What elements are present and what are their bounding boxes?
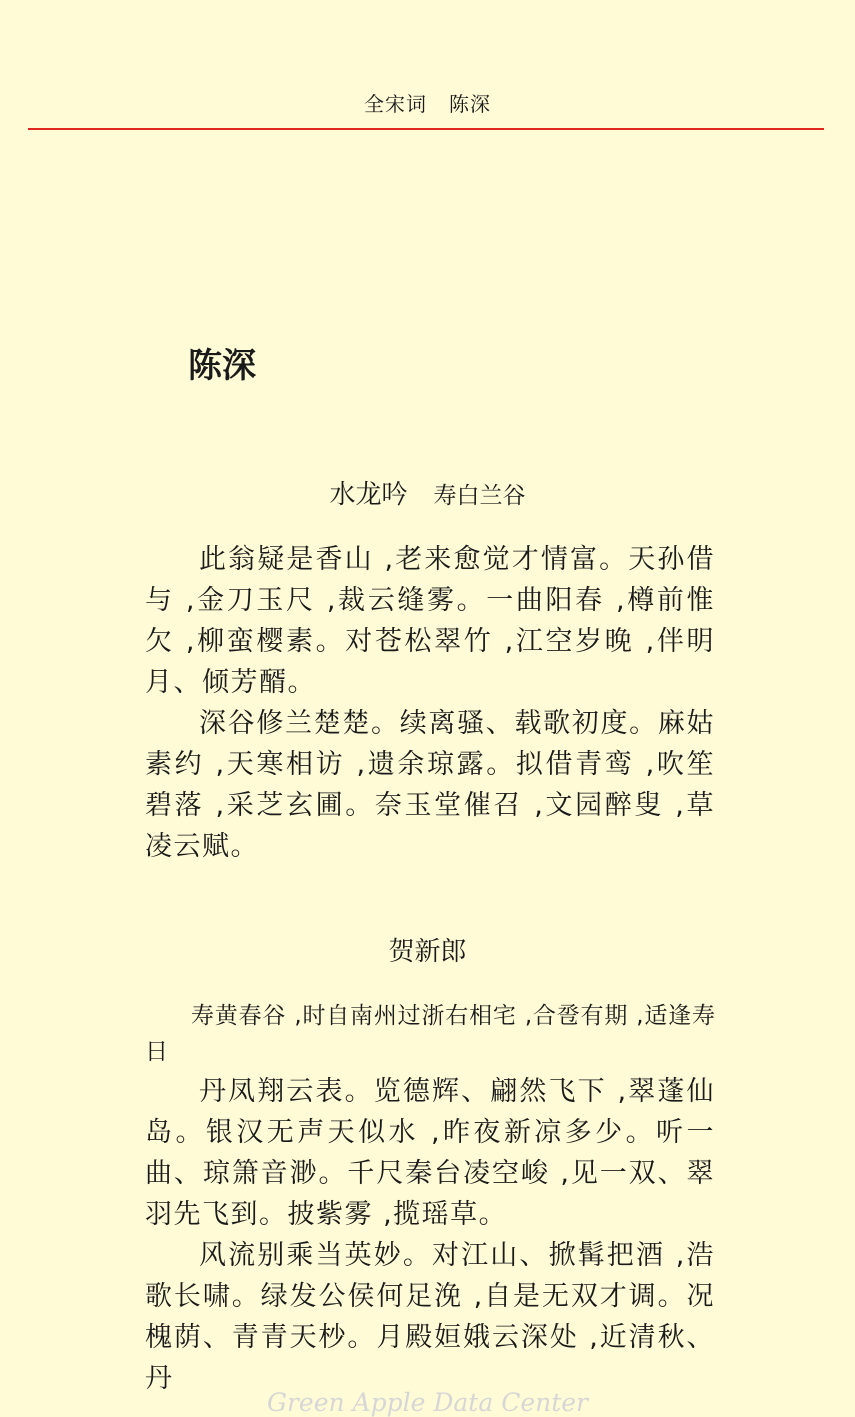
poem-title — [0, 931, 855, 968]
poem-title — [0, 474, 855, 511]
header-author: 陈深 — [449, 92, 491, 116]
poem-body — [145, 539, 715, 867]
poem-title-tune: 贺新郎 — [388, 937, 467, 967]
poem-preface: 寿黄春谷 ,时自南州过浙右相宅 ,合卺有期 ,适逢寿日 — [145, 1003, 715, 1065]
poem-stanza: 风流别乘当英妙。对江山、掀髯把酒 ,浩歌长啸。绿发公侯何足浼 ,自是无双才调。况槐荫、青青天杪。月殿姮娥云深处 ,近清秋、丹 — [145, 1240, 715, 1394]
poem-stanza: 丹凤翔云表。览德辉、翩然飞下 ,翠蓬仙岛。银汉无声天似水 ,昨夜新凉多少。听一曲、琼箫音渺。千尺秦台凌空峻 ,见一双、翠羽先飞到。披紫雾 ,揽瑶草。 — [145, 1076, 715, 1230]
poem-stanza: 深谷修兰楚楚。续离骚、载歌初度。麻姑素约 ,天寒相访 ,遗余琼露。拟借青鸾 ,吹笙碧落 ,采芝玄圃。奈玉堂催召 ,文园醉叟 ,草凌云赋。 — [145, 708, 715, 862]
poem-subtitle: 寿白兰谷 — [433, 483, 526, 509]
poem-body — [145, 1071, 715, 1399]
header-divider — [28, 128, 824, 130]
watermark: Green Apple Data Center — [266, 1388, 589, 1417]
poem-title-tune: 水龙吟 — [329, 480, 408, 510]
author-heading: 陈深 — [188, 346, 256, 386]
running-header — [0, 88, 855, 117]
poem-stanza: 此翁疑是香山 ,老来愈觉才情富。天孙借与 ,金刀玉尺 ,裁云缝雾。一曲阳春 ,樽前惟欠 ,柳蛮樱素。对苍松翠竹 ,江空岁晚 ,伴明月、倾芳醑。 — [145, 544, 715, 698]
header-book-title: 全宋词 — [364, 92, 427, 116]
